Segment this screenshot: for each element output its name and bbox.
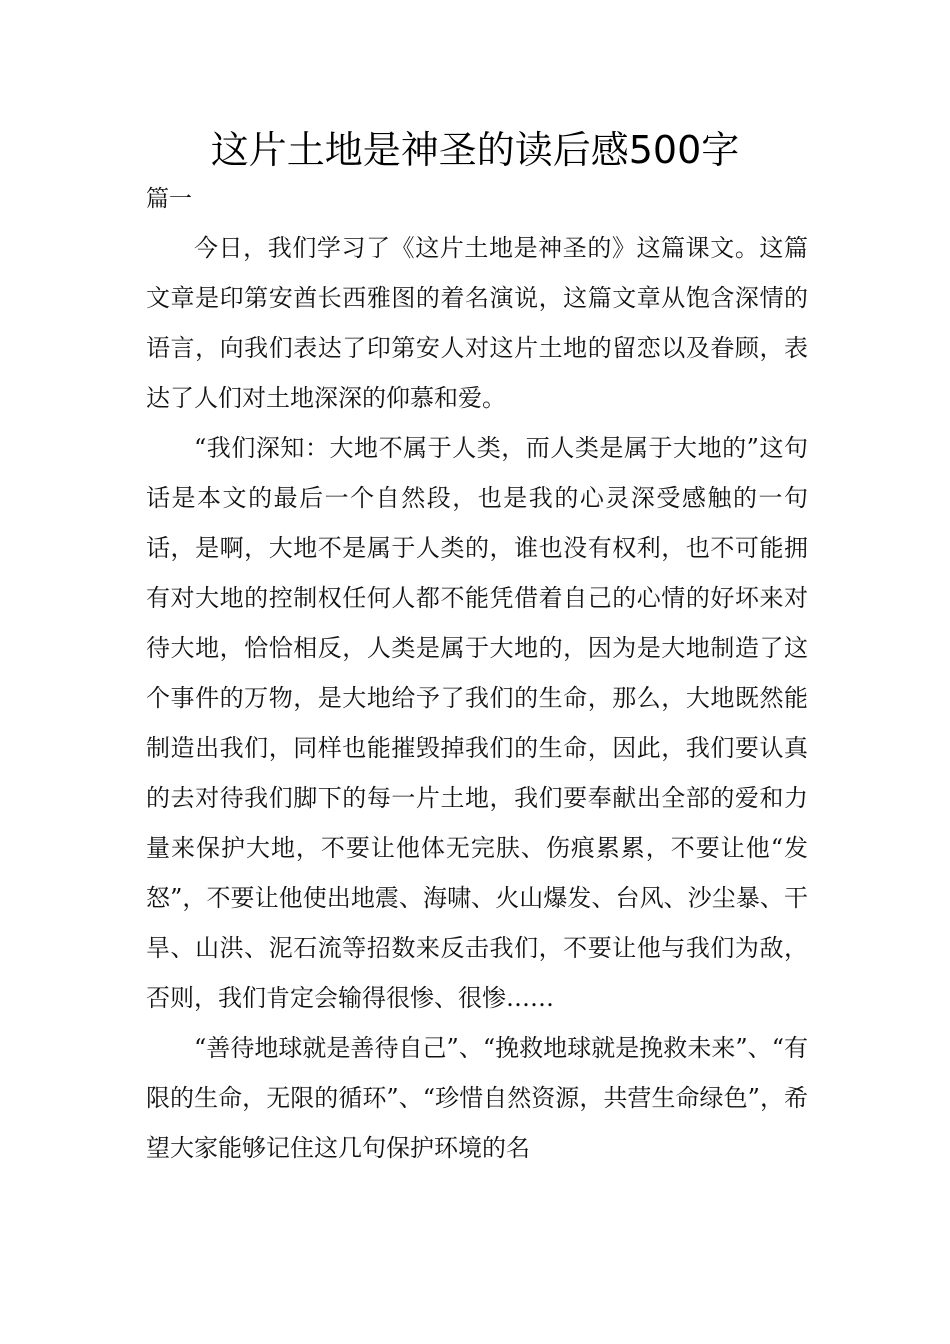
paragraph-3: “善待地球就是善待自己”、“挽救地球就是挽救未来”、“有限的生命，无限的循环”、“珍惜自然资源，共营生命绿色”，希望大家能够记住这几句保护环境的名 <box>146 1034 808 1162</box>
paragraph-1: 今日，我们学习了《这片土地是神圣的》这篇课文。这篇文章是印第安酋长西雅图的着名演说，这篇文章从饱含深情的语言，向我们表达了印第安人对这片土地的留恋以及眷顾，表达了人们对土地深深的仰慕和爱。 <box>146 234 808 412</box>
document-title: 这片土地是神圣的读后感500字 <box>210 128 740 172</box>
paragraph-2: “我们深知：大地不属于人类，而人类是属于大地的”这句话是本文的最后一个自然段，也是我的心灵深受感触的一句话，是啊，大地不是属于人类的，谁也没有权利，也不可能拥有对大地的控制权任何人都不能凭借着自己的心情的好坏来对待大地，恰恰相反，人类是属于大地的，因为是大地制造了这个事件的万物，是大地给予了我们的生命，那么，大地既然能制造出我们，同样也能摧毁掉我们的生命，因此，我们要认真的去对待我们脚下的每一片土地，我们要奉献出全部的爱和力量来保护大地，不要让他体无完肤、伤痕累累，不要让他“发怒”，不要让他使出地震、海啸、火山爆发、台风、沙尘暴、干旱、山洪、泥石流等招数来反击我们，不要让他与我们为敌，否则，我们肯定会输得很惨、很惨…… <box>146 434 808 1012</box>
document-body <box>146 223 808 1173</box>
section-label: 篇一 <box>146 186 192 212</box>
